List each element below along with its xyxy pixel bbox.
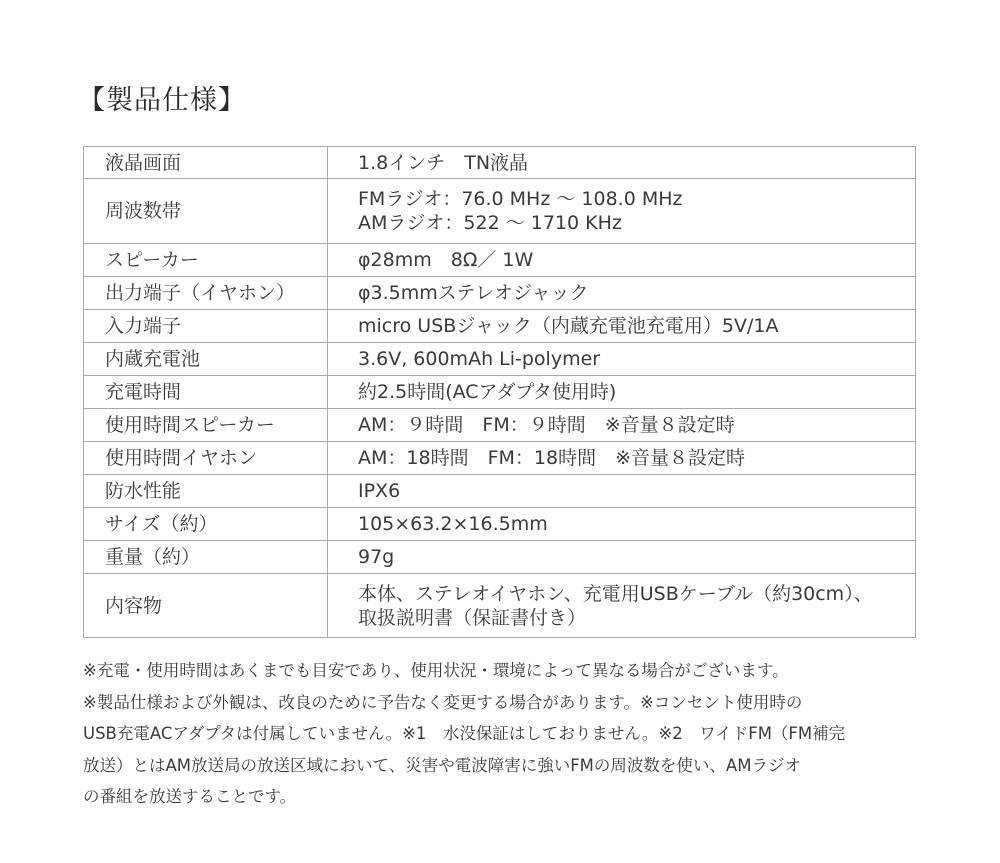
spec-value-line: φ28mm 8Ω／ 1W [358,249,534,271]
spec-value [328,343,916,376]
spec-label: 使用時間イヤホン [84,442,328,475]
spec-value-line: 約2.5時間(ACアダプタ使用時) [358,381,617,403]
spec-value [328,179,916,244]
spec-value-line: 97g [358,546,395,568]
spec-value [328,475,916,508]
spec-value-line: micro USBジャック（内蔵充電池充電用）5V/1A [358,315,779,337]
spec-value [328,409,916,442]
spec-value-line: AM：９時間 FM：９時間 ※音量８設定時 [358,414,735,436]
spec-value-line: AMラジオ：522 〜 1710 KHz [358,212,622,234]
spec-value [328,277,916,310]
spec-value [328,310,916,343]
spec-row [84,343,916,376]
note-line: 放送）とはAM放送局の放送区域において、災害や電波障害に強いFMの周波数を使い、AMラジオ [83,755,801,775]
spec-value-line: 取扱説明書（保証書付き） [358,606,587,629]
spec-table [83,146,916,638]
spec-row [84,376,916,409]
spec-label: 使用時間スピーカー [84,409,328,442]
spec-row [84,409,916,442]
spec-row [84,475,916,508]
spec-value-line: AM：18時間 FM：18時間 ※音量８設定時 [358,447,745,469]
footnotes [83,655,923,813]
spec-value-line: 105×63.2×16.5mm [358,513,548,535]
spec-label: 液晶画面 [84,147,328,179]
note-line: ※充電・使用時間はあくまでも目安であり、使用状況・環境によって異なる場合がございます。 [83,661,789,680]
spec-value [328,376,916,409]
spec-value-line: 本体、ステレオイヤホン、充電用USBケーブル（約30cm）、 [358,582,873,605]
spec-row [84,310,916,343]
spec-value-line: 1.8インチ TN液晶 [358,151,529,174]
spec-value [328,244,916,277]
note-line: ※製品仕様および外観は、改良のために予告なく変更する場合があります。※コンセント使用時の [83,692,803,712]
spec-label: 周波数帯 [84,179,328,244]
spec-label: 防水性能 [84,475,328,508]
spec-value-line: φ3.5mmステレオジャック [358,282,589,304]
spec-row [84,508,916,541]
spec-value [328,541,916,574]
spec-value [328,147,916,179]
spec-label: 内容物 [84,574,328,638]
spec-label: サイズ（約） [84,508,328,541]
spec-row [84,179,916,244]
spec-row [84,147,916,179]
spec-table-body [84,147,916,638]
spec-row [84,244,916,277]
spec-label: 充電時間 [84,376,328,409]
note-line: の番組を放送することです。 [83,787,297,806]
spec-row [84,277,916,310]
spec-row [84,541,916,574]
page-title: 【製品仕様】 [78,85,246,116]
spec-label: スピーカー [84,244,328,277]
spec-value-line: IPX6 [358,480,401,502]
spec-label: 重量（約） [84,541,328,574]
spec-value [328,508,916,541]
spec-value [328,442,916,475]
note-line: USB充電ACアダプタは付属していません。※1 水没保証はしておりません。※2 ワイドFM（FM補完 [83,724,846,743]
spec-label: 出力端子（イヤホン） [84,277,328,310]
spec-value [328,574,916,638]
spec-value-line: 3.6V, 600mAh Li-polymer [358,348,601,370]
spec-label: 入力端子 [84,310,328,343]
spec-value-line: FMラジオ：76.0 MHz 〜 108.0 MHz [358,188,683,210]
spec-row [84,442,916,475]
spec-row [84,574,916,638]
spec-label: 内蔵充電池 [84,343,328,376]
